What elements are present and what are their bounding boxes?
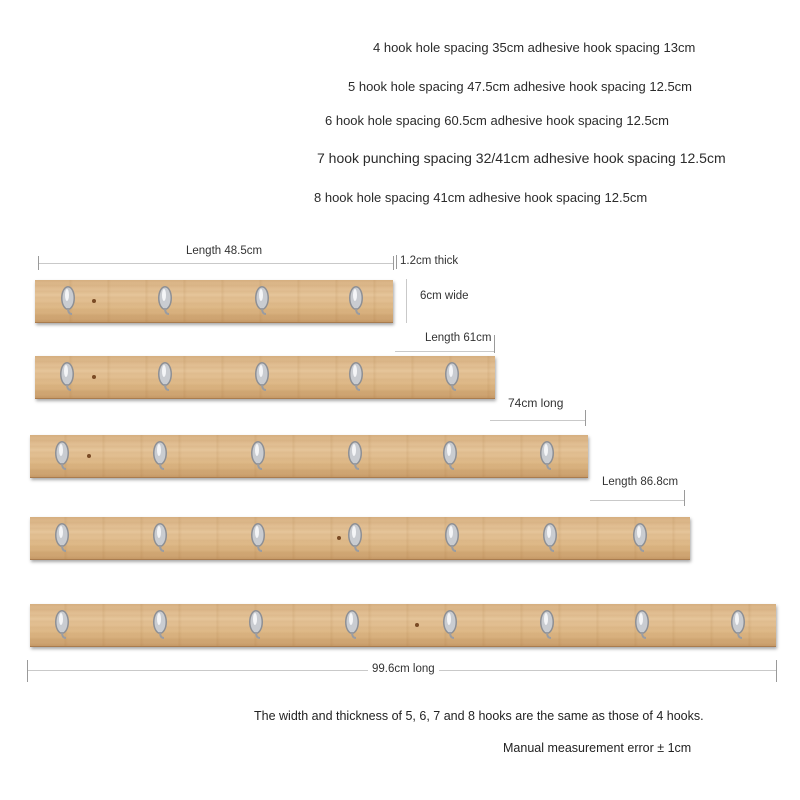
hook-icon [441,439,459,471]
hook-rack-5 [35,356,495,399]
spec-line-7-hook: 7 hook punching spacing 32/41cm adhesive hook spacing 12.5cm [317,150,726,166]
spec-line-4-hook: 4 hook hole spacing 35cm adhesive hook spacing 13cm [373,40,696,55]
screw-hole [337,536,341,540]
hook-rack-6 [30,435,588,478]
dimension-tick [393,256,394,270]
length-label-4-hook: Length 48.5cm [186,245,263,257]
width-label: 6cm wide [420,290,469,302]
note-same-dimensions: The width and thickness of 5, 6, 7 and 8 hooks are the same as those of 4 hooks. [254,709,704,723]
hook-icon [633,608,651,640]
spec-line-8-hook: 8 hook hole spacing 41cm adhesive hook spacing 12.5cm [314,190,648,205]
hook-icon [346,439,364,471]
screw-hole [92,375,96,379]
hook-icon [441,608,459,640]
hook-icon [249,521,267,553]
hook-icon [253,284,271,316]
thickness-tick [396,255,397,269]
hook-icon [156,360,174,392]
length-label-7-hook: Length 86.8cm [602,476,679,488]
dimension-tick [684,490,685,506]
hook-icon [347,360,365,392]
screw-hole [92,299,96,303]
hook-icon [538,439,556,471]
screw-hole [87,454,91,458]
hook-icon [443,521,461,553]
length-label-6-hook: 74cm long [508,396,564,410]
length-label-8-hook: 99.6cm long [368,663,439,675]
dimension-line-7-hook [590,500,685,501]
hook-icon [247,608,265,640]
hook-icon [541,521,559,553]
screw-hole [415,623,419,627]
dimension-tick [585,410,586,426]
hook-icon [347,284,365,316]
hook-rack-7 [30,517,690,560]
hook-icon [253,360,271,392]
dimension-line-4-hook [38,263,394,264]
hook-icon [631,521,649,553]
hook-icon [729,608,747,640]
hook-icon [151,521,169,553]
hook-icon [343,608,361,640]
dimension-tick [38,256,39,270]
hook-icon [53,439,71,471]
hook-rack-4 [35,280,393,323]
length-label-5-hook: Length 61cm [425,332,492,344]
hook-icon [58,360,76,392]
dimension-tick [27,660,28,682]
hook-icon [156,284,174,316]
hook-icon [151,439,169,471]
hook-icon [151,608,169,640]
hook-icon [53,521,71,553]
hook-rack-8 [30,604,776,647]
dimension-tick [494,335,495,353]
hook-icon [346,521,364,553]
hook-icon [538,608,556,640]
hook-icon [443,360,461,392]
note-measurement-error: Manual measurement error ± 1cm [503,741,692,755]
thickness-label: 1.2cm thick [400,255,459,267]
hook-icon [249,439,267,471]
hook-icon [53,608,71,640]
dimension-line-5-hook [395,351,495,352]
dimension-tick [776,660,777,682]
hook-icon [59,284,77,316]
spec-line-5-hook: 5 hook hole spacing 47.5cm adhesive hook spacing 12.5cm [348,79,692,94]
spec-line-6-hook: 6 hook hole spacing 60.5cm adhesive hook spacing 12.5cm [325,113,669,128]
width-dimension-line [406,279,407,323]
dimension-line-6-hook [490,420,586,421]
